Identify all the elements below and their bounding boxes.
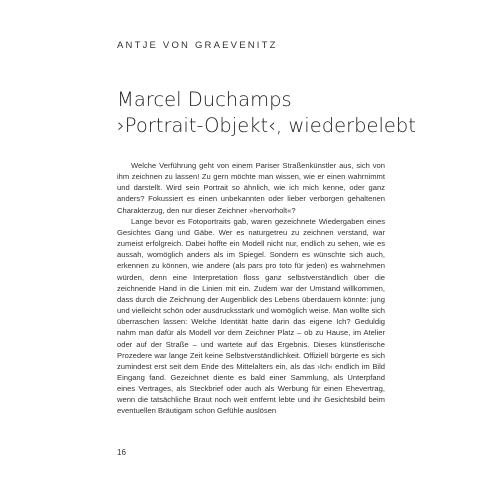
article-title bbox=[117, 87, 416, 139]
body-paragraph-2: Lange bevor es Fotoportraits gab, waren gezeichnete Wiedergaben eines Gesichtes Gang und Gäbe. Wer es naturgetreu zu zeichnen verstand, war zumeist erfolgreich. Dabei hoffte ein Modell nicht nur, endlich zu sehen, wie es aussah, womöglich anders als im Spiegel. Sondern es wünschte sich auch, erkennen zu können, wie andere (als pars pro toto für jeden) es wahrnehmen würden, denn eine Interpretation floss ganz selbstverständlich über die zeichnende Hand in die Linien mit ein. Zudem war der Umstand willkommen, dass durch die Zeichnung der Augenblick des Lebens überdauern könnte: jung und vielleicht schön oder ausdrucksstark und womöglich weise. Man wollte sich überraschen lassen: Welche Identität hatte darin das eigene Ich? Geduldig nahm man dafür als Modell vor dem Zeichner Platz – ob zu Hause, im Atelier oder auf der Straße – und wartete auf das Ergebnis. Dieses künstlerische Prozedere war lange Zeit keine Selbstverständlichkeit. Offiziell bürgerte es sich zumindest erst seit dem Ende des Mittelalters ein, als das ›Ich‹ endlich im Bild Eingang fand. Gezeichnet diente es bald einer Sammlung, als Unterpfand eines Vertrages, als Steckbrief oder auch als Werbung für einen Ehevertrag, wenn die tatsächliche Braut noch weit entfernt lebte und ihr Gesichtsbild beim eventuellen Bräutigam schon Gefühle auslösen bbox=[117, 216, 385, 416]
article-body bbox=[117, 160, 385, 417]
running-header-author: ANTJE VON GRAEVENITZ bbox=[117, 40, 278, 51]
title-line-2: ›Portrait-Objekt‹, wiederbelebt bbox=[117, 114, 416, 137]
title-line-1: Marcel Duchamps bbox=[117, 88, 292, 111]
body-paragraph-1: Welche Verführung geht von einem Pariser Straßenkünstler aus, sich von ihm zeichnen zu lassen! Zu gern möchte man wissen, wie er einen wahrnimmt und darstellt. Wird sein Portrait so ähnlich, wie ich mich kenne, oder ganz anders? Fokussiert es einen unbekannten oder lieber verborgen gehaltenen Charakterzug, den nur dieser Zeichner »hervorholt«? bbox=[117, 161, 385, 215]
page-number: 16 bbox=[117, 448, 126, 457]
